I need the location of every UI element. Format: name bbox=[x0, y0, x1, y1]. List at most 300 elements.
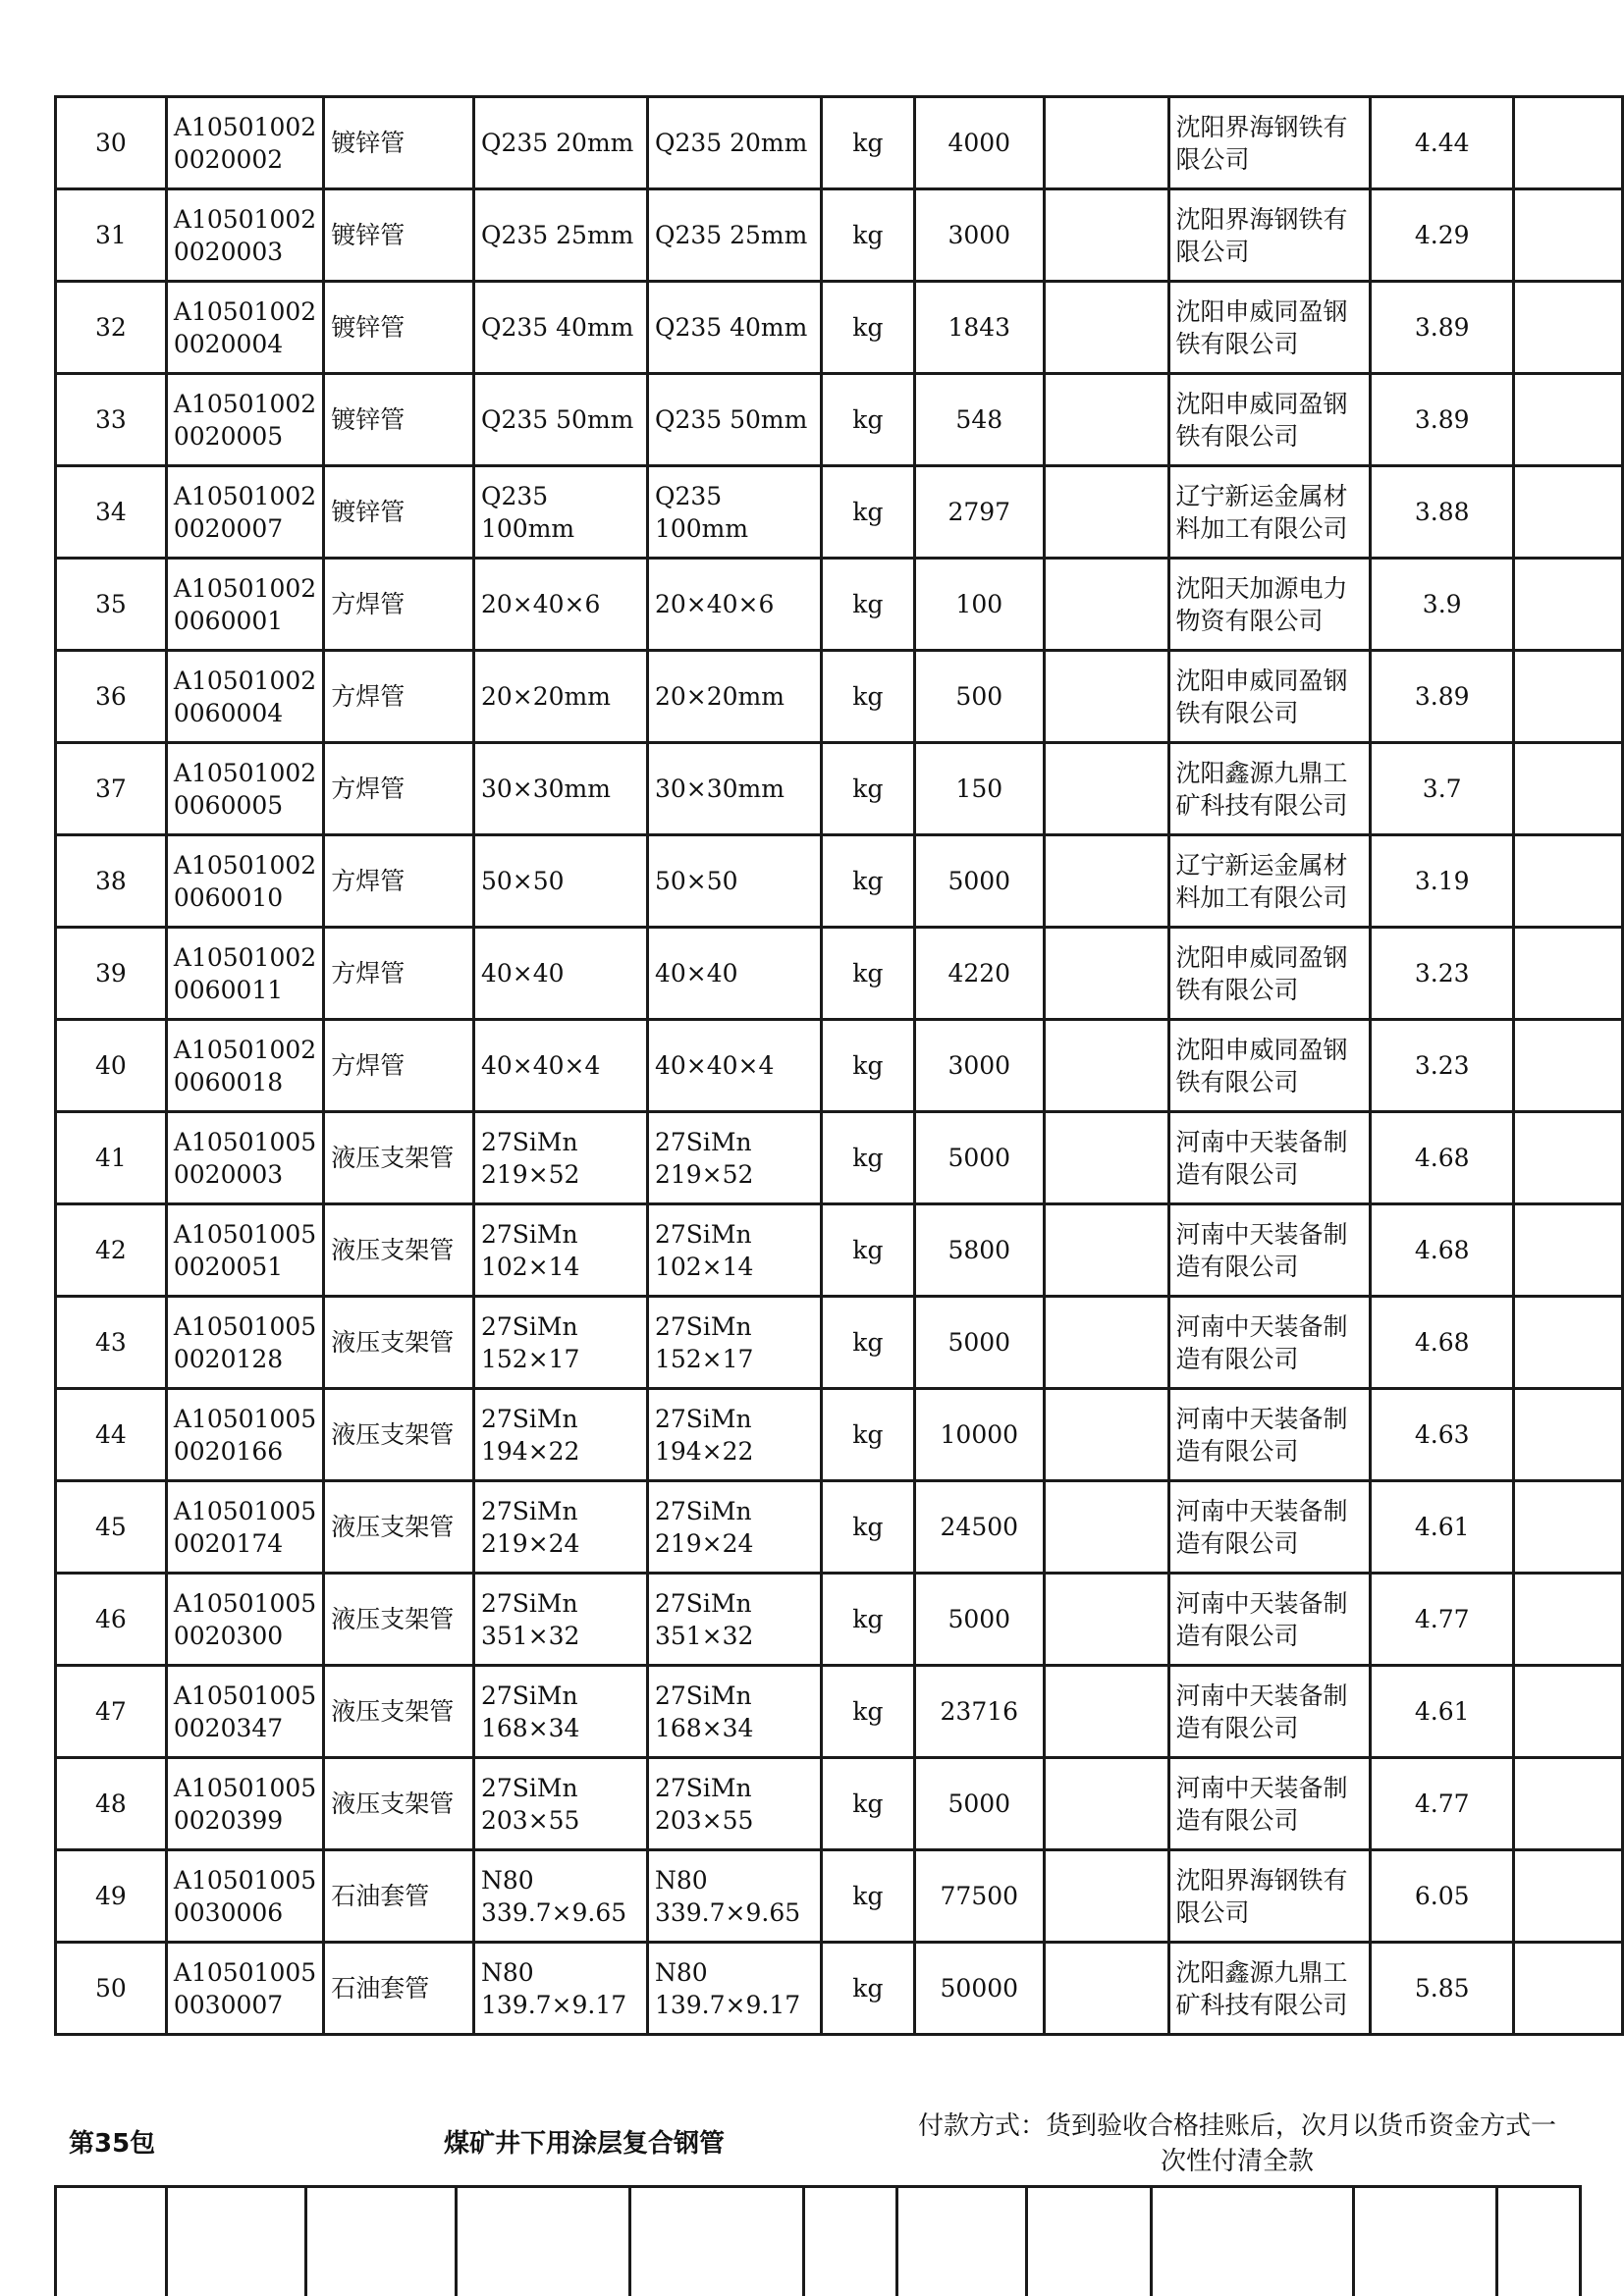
model-cell bbox=[647, 559, 821, 651]
specification-line: 194×22 bbox=[480, 1436, 580, 1466]
material-code-line: 0030007 bbox=[173, 1990, 284, 2019]
material-code-line: 0020003 bbox=[173, 237, 284, 266]
table-row bbox=[56, 1850, 1623, 1943]
material-code-line: 0020003 bbox=[173, 1159, 284, 1189]
model-line: 27SiMn bbox=[654, 1681, 752, 1710]
model-line: 27SiMn bbox=[654, 1127, 752, 1156]
model-cell bbox=[647, 928, 821, 1020]
unit-price-cell: 3.19 bbox=[1371, 835, 1514, 928]
table-row bbox=[56, 1112, 1623, 1204]
model-line: 219×52 bbox=[654, 1159, 754, 1189]
model-line: 27SiMn bbox=[654, 1219, 752, 1249]
model-line: 203×55 bbox=[654, 1805, 754, 1835]
remark-cell bbox=[1514, 1850, 1623, 1943]
remark-cell bbox=[1514, 466, 1623, 559]
row-number-cell: 49 bbox=[56, 1850, 167, 1943]
material-code-cell bbox=[166, 1481, 323, 1574]
material-code-cell bbox=[166, 1666, 323, 1758]
unit-price-cell: 6.05 bbox=[1371, 1850, 1514, 1943]
material-code-line: A10501005 bbox=[173, 1681, 317, 1710]
unit-cell: kg bbox=[821, 1850, 914, 1943]
supplier-line: 矿科技有限公司 bbox=[1175, 790, 1348, 820]
model-cell bbox=[647, 1297, 821, 1389]
row-number-cell: 46 bbox=[56, 1574, 167, 1666]
material-code-cell bbox=[166, 282, 323, 374]
unit-price-cell: 3.88 bbox=[1371, 466, 1514, 559]
material-name-cell: 镀锌管 bbox=[324, 466, 474, 559]
model-line: 27SiMn bbox=[654, 1496, 752, 1525]
row-number-cell: 50 bbox=[56, 1943, 167, 2035]
supplier-line: 河南中天装备制 bbox=[1175, 1773, 1348, 1802]
material-code-line: A10501002 bbox=[173, 112, 317, 141]
unit-price-cell: 3.89 bbox=[1371, 651, 1514, 743]
empty-cell-cell bbox=[1044, 1112, 1168, 1204]
material-code-line: A10501005 bbox=[173, 1865, 317, 1895]
quantity-cell: 5000 bbox=[914, 1112, 1044, 1204]
unit-price-cell: 4.77 bbox=[1371, 1574, 1514, 1666]
specification-cell bbox=[473, 1204, 647, 1297]
specification-line: 27SiMn bbox=[480, 1311, 578, 1341]
specification-line: 102×14 bbox=[480, 1252, 580, 1281]
material-code-line: 0060018 bbox=[173, 1067, 284, 1096]
specification-cell bbox=[473, 1943, 647, 2035]
material-code-line: 0020166 bbox=[173, 1436, 284, 1466]
empty-cell-cell bbox=[1044, 1297, 1168, 1389]
remark-cell bbox=[1514, 1481, 1623, 1574]
empty-cell-cell bbox=[1044, 1204, 1168, 1297]
specification-cell bbox=[473, 1020, 647, 1112]
model-cell bbox=[647, 1204, 821, 1297]
material-code-line: 0020005 bbox=[173, 421, 284, 451]
row-number-cell: 32 bbox=[56, 282, 167, 374]
specification-line: 203×55 bbox=[480, 1805, 580, 1835]
specification-cell bbox=[473, 1758, 647, 1850]
supplier-cell bbox=[1168, 282, 1371, 374]
quantity-cell: 1843 bbox=[914, 282, 1044, 374]
material-code-line: A10501002 bbox=[173, 850, 317, 880]
supplier-line: 铁有限公司 bbox=[1175, 421, 1299, 451]
material-code-line: A10501002 bbox=[173, 758, 317, 787]
model-line: 27SiMn bbox=[654, 1311, 752, 1341]
supplier-cell bbox=[1168, 466, 1371, 559]
material-code-line: A10501005 bbox=[173, 1496, 317, 1525]
model-line: 20×20mm bbox=[654, 682, 785, 711]
supplier-line: 沈阳申威同盈钢 bbox=[1175, 389, 1348, 418]
row-number-cell: 47 bbox=[56, 1666, 167, 1758]
specification-cell bbox=[473, 1481, 647, 1574]
specification-cell bbox=[473, 282, 647, 374]
unit-price-cell: 4.77 bbox=[1371, 1758, 1514, 1850]
unit-cell: kg bbox=[821, 1389, 914, 1481]
specification-line: 27SiMn bbox=[480, 1219, 578, 1249]
material-name-cell: 液压支架管 bbox=[324, 1666, 474, 1758]
model-line: Q235 25mm bbox=[654, 221, 808, 249]
supplier-line: 沈阳申威同盈钢 bbox=[1175, 942, 1348, 972]
material-code-cell bbox=[166, 374, 323, 466]
row-number-cell: 31 bbox=[56, 189, 167, 282]
quantity-cell: 5000 bbox=[914, 1574, 1044, 1666]
table-row bbox=[56, 189, 1623, 282]
supplier-line: 沈阳界海钢铁有 bbox=[1175, 1865, 1348, 1895]
supplier-cell bbox=[1168, 1574, 1371, 1666]
material-name-cell: 方焊管 bbox=[324, 559, 474, 651]
payment-terms-line: 付款方式：货到验收合格挂账后，次月以货币资金方式一 bbox=[917, 2111, 1556, 2141]
unit-price-cell: 3.89 bbox=[1371, 282, 1514, 374]
specification-line: N80 bbox=[480, 1865, 534, 1895]
model-line: 194×22 bbox=[654, 1436, 754, 1466]
supplier-cell bbox=[1168, 189, 1371, 282]
material-code-line: 0020300 bbox=[173, 1621, 284, 1650]
specification-line: Q235 40mm bbox=[480, 313, 634, 342]
specification-cell bbox=[473, 928, 647, 1020]
specification-cell bbox=[473, 1112, 647, 1204]
material-code-cell bbox=[166, 1297, 323, 1389]
specification-cell bbox=[473, 189, 647, 282]
specification-line: 27SiMn bbox=[480, 1127, 578, 1156]
table-row bbox=[56, 743, 1623, 835]
remark-cell bbox=[1514, 1112, 1623, 1204]
specification-line: Q235 20mm bbox=[480, 129, 634, 157]
remark-cell bbox=[1514, 928, 1623, 1020]
model-line: Q235 100mm bbox=[654, 481, 749, 543]
table-row bbox=[56, 1574, 1623, 1666]
material-code-cell bbox=[166, 651, 323, 743]
table-row bbox=[56, 1297, 1623, 1389]
model-line: 152×17 bbox=[654, 1344, 754, 1373]
specification-line: 351×32 bbox=[480, 1621, 580, 1650]
supplier-line: 物资有限公司 bbox=[1175, 606, 1324, 635]
material-name-cell: 石油套管 bbox=[324, 1850, 474, 1943]
unit-price-cell: 3.9 bbox=[1371, 559, 1514, 651]
supplier-cell bbox=[1168, 1297, 1371, 1389]
unit-price-cell: 4.61 bbox=[1371, 1666, 1514, 1758]
empty-cell-cell bbox=[1044, 651, 1168, 743]
model-line: 50×50 bbox=[654, 867, 738, 895]
table-row bbox=[56, 1943, 1623, 2035]
supplier-line: 沈阳申威同盈钢 bbox=[1175, 296, 1348, 326]
empty-cell-cell bbox=[1044, 97, 1168, 189]
specification-line: 27SiMn bbox=[480, 1496, 578, 1525]
material-code-line: A10501005 bbox=[173, 1311, 317, 1341]
specification-line: 20×20mm bbox=[480, 682, 611, 711]
supplier-cell bbox=[1168, 1758, 1371, 1850]
table-row bbox=[56, 1666, 1623, 1758]
unit-price-cell: 5.85 bbox=[1371, 1943, 1514, 2035]
quantity-cell: 548 bbox=[914, 374, 1044, 466]
model-cell bbox=[647, 743, 821, 835]
model-cell bbox=[647, 1020, 821, 1112]
table-row bbox=[56, 282, 1623, 374]
remark-cell bbox=[1514, 559, 1623, 651]
specification-cell bbox=[473, 1574, 647, 1666]
material-code-line: 0060010 bbox=[173, 882, 284, 912]
material-code-line: 0030006 bbox=[173, 1897, 284, 1927]
supplier-line: 料加工有限公司 bbox=[1175, 882, 1348, 912]
supplier-cell bbox=[1168, 374, 1371, 466]
supplier-cell bbox=[1168, 835, 1371, 928]
specification-line: 152×17 bbox=[480, 1344, 580, 1373]
table-row bbox=[56, 1204, 1623, 1297]
unit-price-cell: 4.68 bbox=[1371, 1204, 1514, 1297]
empty-cell-cell bbox=[1044, 374, 1168, 466]
specification-line: 40×40 bbox=[480, 959, 565, 988]
remark-cell bbox=[1514, 1666, 1623, 1758]
specification-cell bbox=[473, 97, 647, 189]
supplier-line: 河南中天装备制 bbox=[1175, 1681, 1348, 1710]
table-row bbox=[56, 466, 1623, 559]
row-number-cell: 34 bbox=[56, 466, 167, 559]
material-name-cell: 液压支架管 bbox=[324, 1481, 474, 1574]
material-code-line: A10501005 bbox=[173, 1219, 317, 1249]
quantity-cell: 5000 bbox=[914, 1297, 1044, 1389]
material-code-line: A10501005 bbox=[173, 1588, 317, 1618]
material-code-cell bbox=[166, 1574, 323, 1666]
material-name-cell: 方焊管 bbox=[324, 835, 474, 928]
empty-cell-cell bbox=[1044, 189, 1168, 282]
supplier-line: 造有限公司 bbox=[1175, 1713, 1299, 1742]
unit-price-cell: 4.44 bbox=[1371, 97, 1514, 189]
supplier-line: 造有限公司 bbox=[1175, 1805, 1299, 1835]
empty-cell-cell bbox=[1044, 743, 1168, 835]
specification-line: 339.7×9.65 bbox=[480, 1897, 627, 1927]
unit-price-cell: 3.23 bbox=[1371, 928, 1514, 1020]
material-code-line: 0020128 bbox=[173, 1344, 284, 1373]
unit-price-cell: 3.23 bbox=[1371, 1020, 1514, 1112]
specification-line: 219×24 bbox=[480, 1528, 580, 1558]
material-name-cell: 液压支架管 bbox=[324, 1297, 474, 1389]
material-name-cell: 液压支架管 bbox=[324, 1204, 474, 1297]
model-cell bbox=[647, 189, 821, 282]
specification-line: 30×30mm bbox=[480, 774, 611, 803]
model-line: N80 bbox=[654, 1957, 708, 1987]
material-code-line: 0020002 bbox=[173, 144, 284, 174]
unit-cell: kg bbox=[821, 743, 914, 835]
material-code-cell bbox=[166, 466, 323, 559]
table-row bbox=[56, 97, 1623, 189]
row-number-cell: 40 bbox=[56, 1020, 167, 1112]
remark-cell bbox=[1514, 651, 1623, 743]
specification-line: Q235 50mm bbox=[480, 405, 634, 434]
supplier-line: 铁有限公司 bbox=[1175, 975, 1299, 1004]
model-cell bbox=[647, 1389, 821, 1481]
supplier-line: 造有限公司 bbox=[1175, 1528, 1299, 1558]
specification-line: 27SiMn bbox=[480, 1404, 578, 1433]
material-code-cell bbox=[166, 1112, 323, 1204]
empty-cell-cell bbox=[1044, 835, 1168, 928]
material-code-line: 0020051 bbox=[173, 1252, 284, 1281]
empty-cell-cell bbox=[1044, 928, 1168, 1020]
quantity-cell: 150 bbox=[914, 743, 1044, 835]
row-number-cell: 44 bbox=[56, 1389, 167, 1481]
model-line: 20×40×6 bbox=[654, 590, 775, 618]
supplier-line: 沈阳界海钢铁有 bbox=[1175, 112, 1348, 141]
specification-line: 27SiMn bbox=[480, 1588, 578, 1618]
remark-cell bbox=[1514, 1389, 1623, 1481]
unit-price-cell: 4.68 bbox=[1371, 1297, 1514, 1389]
supplier-line: 造有限公司 bbox=[1175, 1436, 1299, 1466]
material-code-line: 0020004 bbox=[173, 329, 284, 358]
material-name-cell: 液压支架管 bbox=[324, 1112, 474, 1204]
supplier-cell bbox=[1168, 1020, 1371, 1112]
unit-cell: kg bbox=[821, 1758, 914, 1850]
quantity-cell: 2797 bbox=[914, 466, 1044, 559]
supplier-line: 料加工有限公司 bbox=[1175, 513, 1348, 543]
supplier-line: 河南中天装备制 bbox=[1175, 1404, 1348, 1433]
supplier-line: 沈阳鑫源九鼎工 bbox=[1175, 1957, 1348, 1987]
model-cell bbox=[647, 1758, 821, 1850]
supplier-line: 辽宁新运金属材 bbox=[1175, 481, 1348, 510]
supplier-line: 铁有限公司 bbox=[1175, 698, 1299, 727]
supplier-line: 造有限公司 bbox=[1175, 1252, 1299, 1281]
quantity-cell: 3000 bbox=[914, 1020, 1044, 1112]
model-line: 30×30mm bbox=[654, 774, 785, 803]
material-code-cell bbox=[166, 1389, 323, 1481]
unit-cell: kg bbox=[821, 928, 914, 1020]
remark-cell bbox=[1514, 1758, 1623, 1850]
supplier-cell bbox=[1168, 1943, 1371, 2035]
table-row bbox=[56, 374, 1623, 466]
row-number-cell: 37 bbox=[56, 743, 167, 835]
material-code-line: A10501002 bbox=[173, 1035, 317, 1064]
model-line: N80 bbox=[654, 1865, 708, 1895]
material-code-line: A10501005 bbox=[173, 1404, 317, 1433]
model-line: Q235 20mm bbox=[654, 129, 808, 157]
row-number-cell: 33 bbox=[56, 374, 167, 466]
material-code-line: A10501002 bbox=[173, 389, 317, 418]
table-row bbox=[56, 928, 1623, 1020]
specification-line: 139.7×9.17 bbox=[480, 1990, 627, 2019]
specification-cell bbox=[473, 651, 647, 743]
specification-cell bbox=[473, 743, 647, 835]
specification-line: N80 bbox=[480, 1957, 534, 1987]
table-row bbox=[56, 1481, 1623, 1574]
supplier-cell bbox=[1168, 1389, 1371, 1481]
supplier-line: 限公司 bbox=[1175, 1897, 1250, 1927]
quantity-cell: 100 bbox=[914, 559, 1044, 651]
row-number-cell: 48 bbox=[56, 1758, 167, 1850]
quantity-cell: 10000 bbox=[914, 1389, 1044, 1481]
specification-cell bbox=[473, 1297, 647, 1389]
unit-price-cell: 4.29 bbox=[1371, 189, 1514, 282]
model-cell bbox=[647, 466, 821, 559]
empty-cell-cell bbox=[1044, 1943, 1168, 2035]
row-number-cell: 30 bbox=[56, 97, 167, 189]
model-cell bbox=[647, 97, 821, 189]
material-code-cell bbox=[166, 1758, 323, 1850]
supplier-line: 铁有限公司 bbox=[1175, 329, 1299, 358]
material-code-cell bbox=[166, 835, 323, 928]
row-number-cell: 41 bbox=[56, 1112, 167, 1204]
material-name-cell: 方焊管 bbox=[324, 743, 474, 835]
model-line: Q235 50mm bbox=[654, 405, 808, 434]
unit-price-cell: 3.7 bbox=[1371, 743, 1514, 835]
remark-cell bbox=[1514, 1297, 1623, 1389]
row-number-cell: 39 bbox=[56, 928, 167, 1020]
material-code-line: A10501002 bbox=[173, 204, 317, 234]
specification-line: Q235 100mm bbox=[480, 481, 575, 543]
specification-line: 40×40×4 bbox=[480, 1051, 601, 1080]
remark-cell bbox=[1514, 97, 1623, 189]
table-row bbox=[56, 1389, 1623, 1481]
material-code-line: A10501002 bbox=[173, 942, 317, 972]
supplier-line: 沈阳界海钢铁有 bbox=[1175, 204, 1348, 234]
remark-cell bbox=[1514, 743, 1623, 835]
specification-cell bbox=[473, 559, 647, 651]
remark-cell bbox=[1514, 189, 1623, 282]
specification-line: 27SiMn bbox=[480, 1681, 578, 1710]
supplier-line: 造有限公司 bbox=[1175, 1621, 1299, 1650]
row-number-cell: 43 bbox=[56, 1297, 167, 1389]
material-name-cell: 液压支架管 bbox=[324, 1574, 474, 1666]
supplier-line: 沈阳鑫源九鼎工 bbox=[1175, 758, 1348, 787]
supplier-line: 矿科技有限公司 bbox=[1175, 1990, 1348, 2019]
model-cell bbox=[647, 282, 821, 374]
specification-cell bbox=[473, 1389, 647, 1481]
material-code-line: A10501002 bbox=[173, 666, 317, 695]
package-name: 煤矿井下用涂层复合钢管 bbox=[444, 2129, 726, 2159]
material-code-cell bbox=[166, 97, 323, 189]
unit-cell: kg bbox=[821, 97, 914, 189]
material-code-cell bbox=[166, 559, 323, 651]
unit-cell: kg bbox=[821, 1666, 914, 1758]
empty-cell-cell bbox=[1044, 1020, 1168, 1112]
material-code-line: 0020347 bbox=[173, 1713, 284, 1742]
material-code-line: 0060005 bbox=[173, 790, 284, 820]
material-code-cell bbox=[166, 1943, 323, 2035]
model-cell bbox=[647, 835, 821, 928]
material-code-cell bbox=[166, 1850, 323, 1943]
unit-cell: kg bbox=[821, 1112, 914, 1204]
model-cell bbox=[647, 1112, 821, 1204]
material-name-cell: 石油套管 bbox=[324, 1943, 474, 2035]
supplier-cell bbox=[1168, 1481, 1371, 1574]
specification-cell bbox=[473, 1666, 647, 1758]
material-code-line: A10501002 bbox=[173, 481, 317, 510]
remark-cell bbox=[1514, 374, 1623, 466]
quantity-cell: 500 bbox=[914, 651, 1044, 743]
specification-line: 219×52 bbox=[480, 1159, 580, 1189]
model-line: 27SiMn bbox=[654, 1773, 752, 1802]
material-code-line: 0060011 bbox=[173, 975, 284, 1004]
unit-cell: kg bbox=[821, 1297, 914, 1389]
empty-cell-cell bbox=[1044, 1389, 1168, 1481]
material-name-cell: 方焊管 bbox=[324, 651, 474, 743]
unit-cell: kg bbox=[821, 1020, 914, 1112]
remark-cell bbox=[1514, 1204, 1623, 1297]
row-number-cell: 36 bbox=[56, 651, 167, 743]
specification-line: 50×50 bbox=[480, 867, 565, 895]
material-code-cell bbox=[166, 743, 323, 835]
supplier-cell bbox=[1168, 928, 1371, 1020]
material-code-line: A10501005 bbox=[173, 1127, 317, 1156]
model-cell bbox=[647, 1943, 821, 2035]
unit-cell: kg bbox=[821, 374, 914, 466]
supplier-cell bbox=[1168, 651, 1371, 743]
model-cell bbox=[647, 374, 821, 466]
specification-line: 20×40×6 bbox=[480, 590, 601, 618]
model-line: Q235 40mm bbox=[654, 313, 808, 342]
empty-cell-cell bbox=[1044, 466, 1168, 559]
material-name-cell: 方焊管 bbox=[324, 1020, 474, 1112]
unit-cell: kg bbox=[821, 1574, 914, 1666]
material-code-line: 0060004 bbox=[173, 698, 284, 727]
supplier-line: 河南中天装备制 bbox=[1175, 1496, 1348, 1525]
material-code-line: 0020399 bbox=[173, 1805, 284, 1835]
supplier-line: 造有限公司 bbox=[1175, 1344, 1299, 1373]
quantity-cell: 4220 bbox=[914, 928, 1044, 1020]
material-code-cell bbox=[166, 1020, 323, 1112]
supplier-cell bbox=[1168, 1850, 1371, 1943]
